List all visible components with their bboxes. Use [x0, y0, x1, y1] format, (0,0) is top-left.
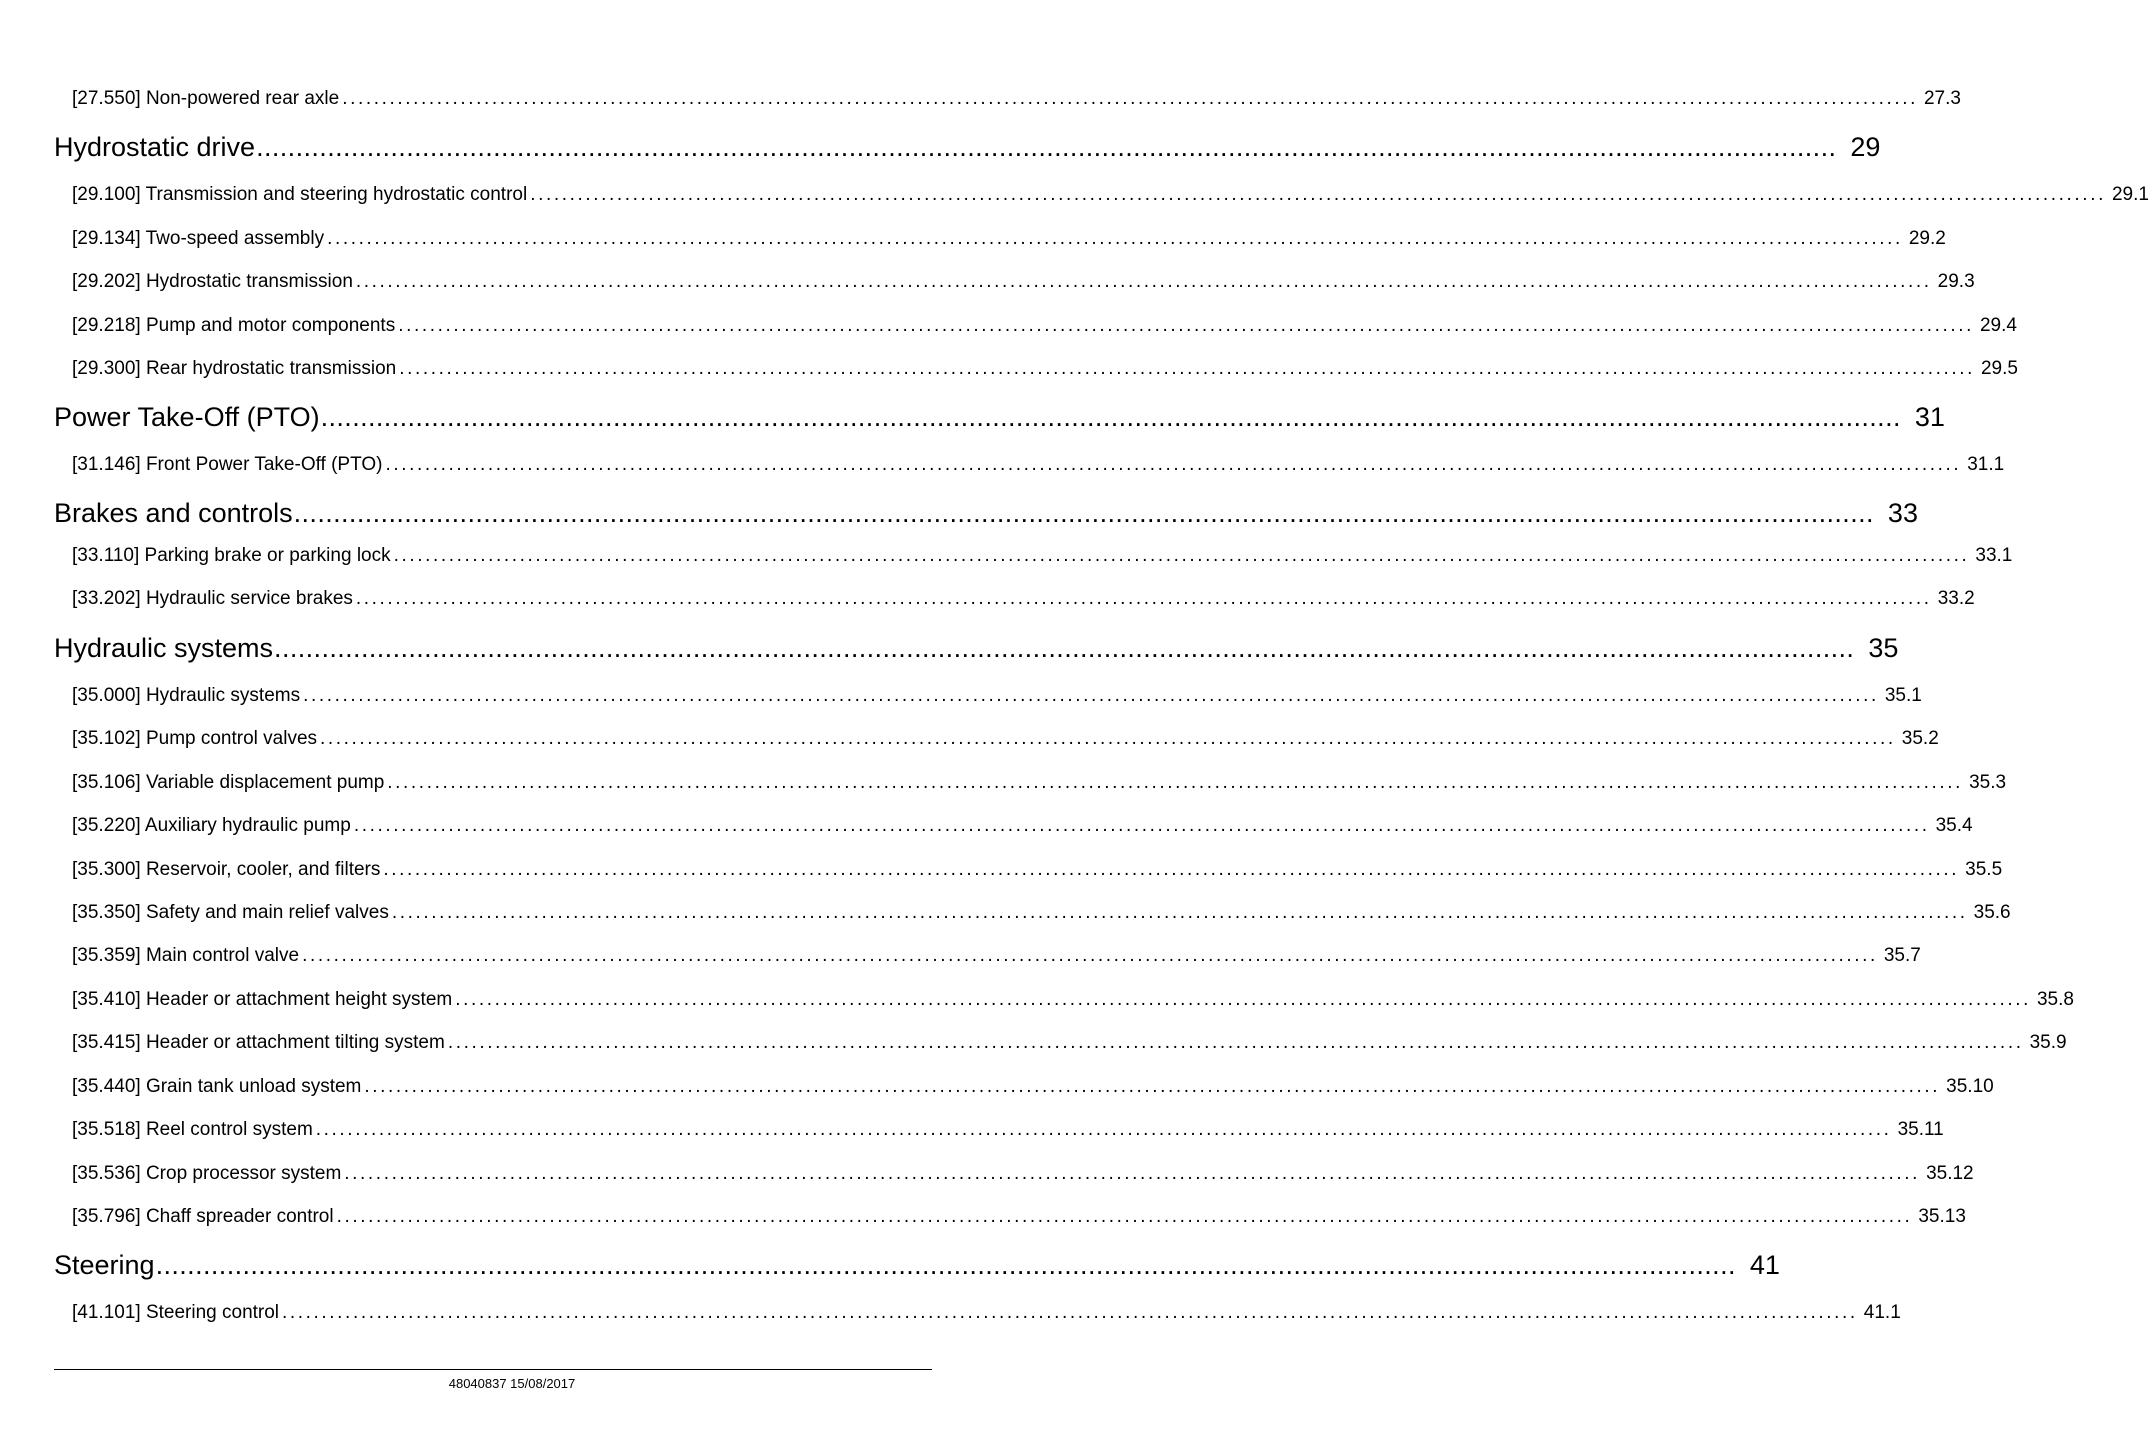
toc-section[interactable]: [54, 402, 1945, 433]
toc-entry-page: 29.2: [1908, 228, 1946, 249]
dot-leader: ........................................................................................................................................................................................................: [353, 815, 1930, 836]
toc-entry[interactable]: [72, 545, 2013, 567]
toc-entry-title: [29.218] Pump and motor components: [72, 315, 396, 336]
dot-leader: ........................................................................................................................................................................................................: [399, 358, 1975, 379]
toc-entry-page: 35.12: [1926, 1163, 1974, 1184]
toc-entry-page: 35.8: [2036, 989, 2074, 1010]
dot-leader: ........................................................................................................................................................................................................: [320, 402, 1901, 432]
dot-leader: ........................................................................................................................................................................................................: [155, 1250, 1736, 1280]
toc-entry-page: 41.1: [1863, 1302, 1901, 1323]
dot-leader: ........................................................................................................................................................................................................: [364, 1076, 1941, 1097]
dot-leader: ........................................................................................................................................................................................................: [274, 633, 1855, 663]
dot-leader: ........................................................................................................................................................................................................: [327, 228, 1903, 249]
toc-entry[interactable]: [72, 454, 2005, 476]
dot-leader: ........................................................................................................................................................................................................: [336, 1206, 1913, 1227]
toc-entry[interactable]: [72, 1076, 1994, 1098]
toc-entry-title: [29.300] Rear hydrostatic transmission: [72, 358, 397, 379]
toc-entry[interactable]: [72, 728, 1939, 750]
toc-section[interactable]: [54, 633, 1899, 664]
toc-entry[interactable]: [72, 945, 1921, 967]
dot-leader: ........................................................................................................................................................................................................: [391, 902, 1968, 923]
toc-entry-title: [35.300] Reservoir, cooler, and filters: [72, 859, 381, 880]
toc-entry-title: [35.796] Chaff spreader control: [72, 1206, 334, 1227]
dot-leader: ........................................................................................................................................................................................................: [282, 1302, 1858, 1323]
dot-leader: ........................................................................................................................................................................................................: [344, 1163, 1921, 1184]
toc-entry-title: [35.359] Main control valve: [72, 945, 300, 966]
toc-section-title: Power Take-Off (PTO): [54, 402, 320, 432]
toc-entry-page: 29.1: [2111, 184, 2149, 205]
dot-leader: ........................................................................................................................................................................................................: [393, 545, 1970, 566]
toc-entry[interactable]: [72, 184, 2149, 206]
toc-entry-page: 35.7: [1883, 945, 1921, 966]
toc-entry-title: [31.146] Front Power Take-Off (PTO): [72, 454, 383, 475]
toc-entry[interactable]: [72, 1302, 1901, 1324]
dot-leader: ........................................................................................................................................................................................................: [455, 989, 2031, 1010]
toc-entry[interactable]: [72, 859, 2003, 881]
toc-entry[interactable]: [72, 685, 1922, 707]
toc-entry[interactable]: [72, 228, 1946, 250]
toc-entry[interactable]: [72, 588, 1975, 610]
toc-entry-page: 35.3: [1969, 772, 2007, 793]
dot-leader: ........................................................................................................................................................................................................: [387, 772, 1964, 793]
toc-entry-title: [35.415] Header or attachment tilting system: [72, 1032, 445, 1053]
toc-entry[interactable]: [72, 772, 2007, 794]
toc-entry-page: 27.3: [1923, 88, 1961, 109]
toc-entry-page: 35.5: [1965, 859, 2003, 880]
dot-leader: ........................................................................................................................................................................................................: [293, 498, 1874, 528]
toc-entry-page: 33.1: [1975, 545, 2013, 566]
toc-entry[interactable]: [72, 358, 2018, 380]
dot-leader: ........................................................................................................................................................................................................: [256, 132, 1837, 162]
dot-leader: ........................................................................................................................................................................................................: [303, 685, 1879, 706]
toc-entry-title: [29.100] Transmission and steering hydrostatic control: [72, 184, 528, 205]
toc-entry-page: 29.3: [1937, 271, 1975, 292]
toc-entry-title: [27.550] Non-powered rear axle: [72, 88, 340, 109]
toc-entry-title: [41.101] Steering control: [72, 1302, 280, 1323]
toc-entry[interactable]: [72, 1163, 1974, 1185]
toc-section-title: Hydrostatic drive: [54, 132, 256, 162]
dot-leader: ........................................................................................................................................................................................................: [320, 728, 1896, 749]
toc-entry-page: 35.10: [1946, 1076, 1994, 1097]
toc-entry[interactable]: [72, 902, 2011, 924]
toc-section-page: 35: [1868, 633, 1899, 663]
toc-entry-title: [33.202] Hydraulic service brakes: [72, 588, 353, 609]
toc-entry-title: [35.536] Crop processor system: [72, 1163, 342, 1184]
toc-entry-title: [33.110] Parking brake or parking lock: [72, 545, 391, 566]
toc-entry-title: [35.220] Auxiliary hydraulic pump: [72, 815, 351, 836]
toc-entry[interactable]: [72, 315, 2017, 337]
toc-entry-title: [35.102] Pump control valves: [72, 728, 318, 749]
toc-entry-page: 33.2: [1937, 588, 1975, 609]
toc-entry-title: [35.000] Hydraulic systems: [72, 685, 301, 706]
toc-section-title: Steering: [54, 1250, 155, 1280]
dot-leader: ........................................................................................................................................................................................................: [355, 588, 1932, 609]
toc-entry-title: [29.202] Hydrostatic transmission: [72, 271, 353, 292]
toc-section-page: 31: [1914, 402, 1945, 432]
toc-entry-page: 35.6: [1973, 902, 2011, 923]
dot-leader: ........................................................................................................................................................................................................: [342, 88, 1918, 109]
dot-leader: ........................................................................................................................................................................................................: [315, 1119, 1892, 1140]
toc-entry-title: [29.134] Two-speed assembly: [72, 228, 325, 249]
toc-entry-page: 35.13: [1918, 1206, 1966, 1227]
toc-entry-page: 35.1: [1884, 685, 1922, 706]
toc-entry-page: 31.1: [1967, 454, 2005, 475]
dot-leader: ........................................................................................................................................................................................................: [355, 271, 1932, 292]
toc-entry-title: [35.440] Grain tank unload system: [72, 1076, 362, 1097]
toc-entry[interactable]: [72, 1119, 1944, 1141]
toc-entry-title: [35.350] Safety and main relief valves: [72, 902, 389, 923]
toc-section[interactable]: [54, 498, 1918, 529]
toc-section-title: Brakes and controls: [54, 498, 293, 528]
dot-leader: ........................................................................................................................................................................................................: [398, 315, 1974, 336]
dot-leader: ........................................................................................................................................................................................................: [383, 859, 1960, 880]
dot-leader: ........................................................................................................................................................................................................: [530, 184, 2106, 205]
toc-entry[interactable]: [72, 271, 1975, 293]
toc-section[interactable]: [54, 1250, 1780, 1281]
toc-entry[interactable]: [72, 815, 1973, 837]
toc-entry-page: 29.5: [1980, 358, 2018, 379]
toc-section-title: Hydraulic systems: [54, 633, 274, 663]
toc-entry[interactable]: [72, 989, 2074, 1011]
toc-entry[interactable]: [72, 1032, 2067, 1054]
footer-doc-number: 48040837 15/08/2017: [448, 1376, 576, 1391]
toc-entry-page: 29.4: [1979, 315, 2017, 336]
toc-entry-title: [35.106] Variable displacement pump: [72, 772, 385, 793]
dot-leader: ........................................................................................................................................................................................................: [447, 1032, 2024, 1053]
dot-leader: ........................................................................................................................................................................................................: [302, 945, 1878, 966]
toc-entry[interactable]: [72, 88, 1961, 110]
toc-entry[interactable]: [72, 1206, 1966, 1228]
toc-entry-page: 35.9: [2029, 1032, 2067, 1053]
toc-section-page: 33: [1887, 498, 1918, 528]
toc-section[interactable]: [54, 132, 1881, 163]
dot-leader: ........................................................................................................................................................................................................: [385, 454, 1962, 475]
toc-section-page: 29: [1850, 132, 1881, 162]
footer-divider: [54, 1369, 932, 1370]
toc-entry-title: [35.518] Reel control system: [72, 1119, 313, 1140]
toc-entry-page: 35.2: [1901, 728, 1939, 749]
toc-entry-title: [35.410] Header or attachment height system: [72, 989, 453, 1010]
toc-entry-page: 35.4: [1935, 815, 1973, 836]
toc-section-page: 41: [1749, 1250, 1780, 1280]
toc-entry-page: 35.11: [1897, 1119, 1944, 1140]
